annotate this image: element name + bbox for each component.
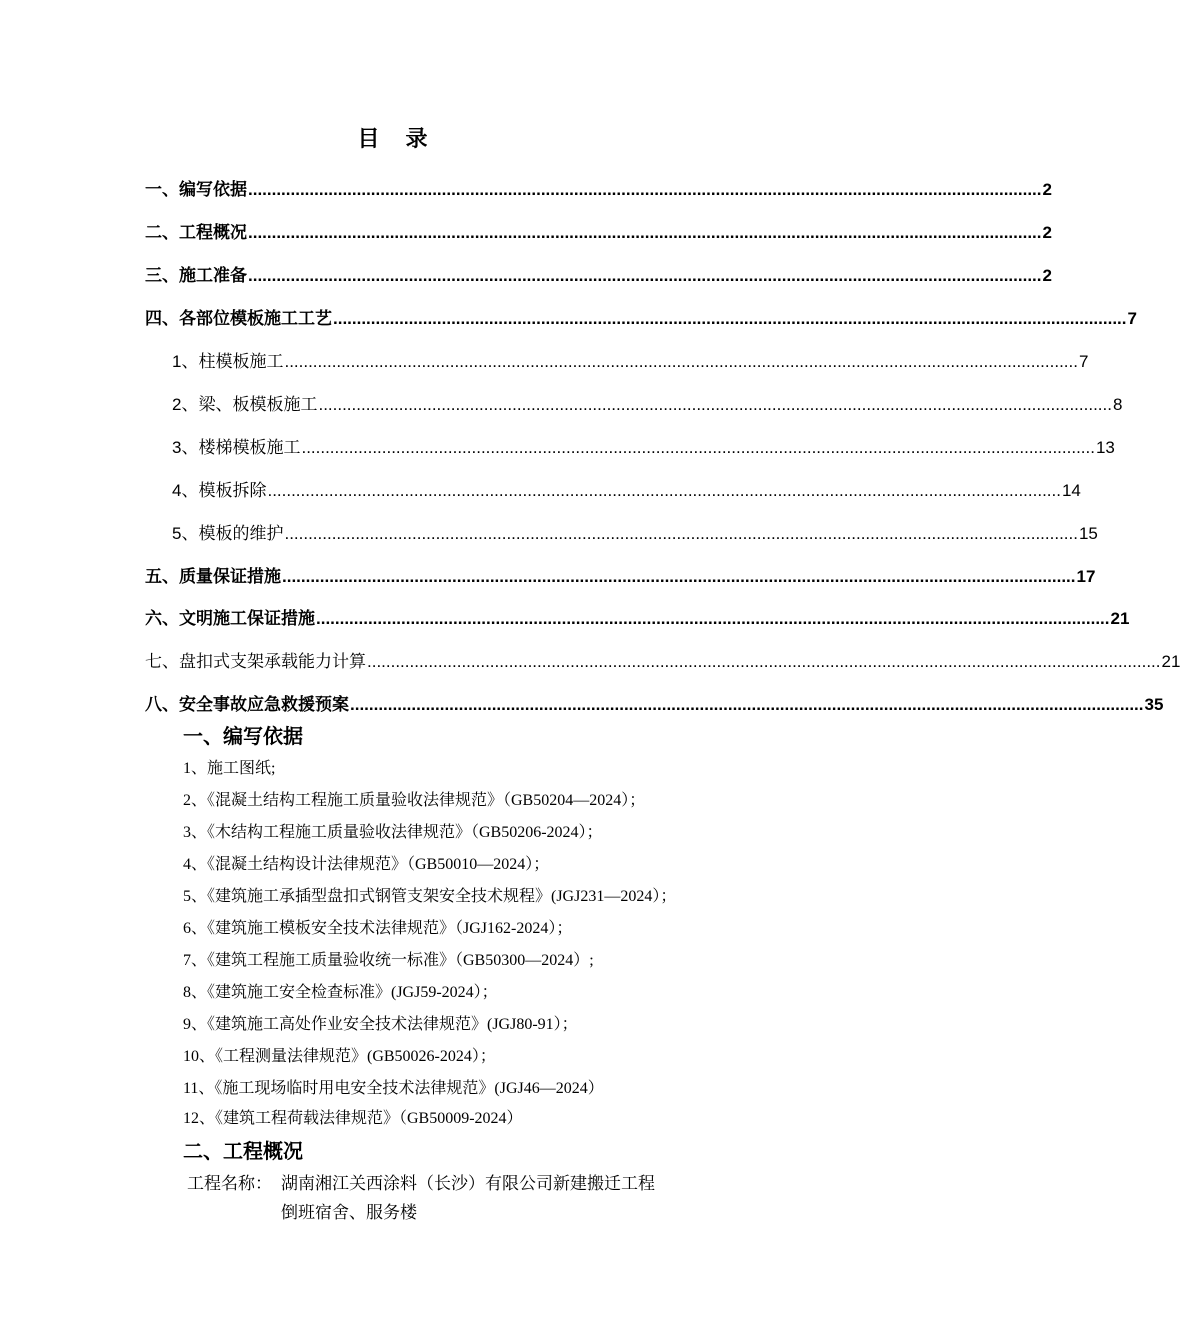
toc-entry[interactable] [172, 476, 1081, 501]
toc-entry-label: 一、编写依据 [145, 180, 247, 199]
toc-page: 21 [1110, 609, 1130, 628]
toc-leader: ........................................................................................................................................................................ [318, 395, 1112, 414]
toc-entry-label: 3、楼梯模板施工 [172, 438, 301, 457]
list-item: 2、《混凝土结构工程施工质量验收法律规范》（GB50204—2024）； [183, 792, 646, 809]
toc-entry-label: 五、质量保证措施 [145, 567, 281, 586]
toc-entry-label: 七、盘扣式支架承载能力计算 [145, 652, 366, 671]
toc-page: 2 [1042, 180, 1052, 199]
toc-leader: ........................................................................................................................................................................ [284, 524, 1078, 543]
list-item: 7、《建筑工程施工质量验收统一标准》（GB50300—2024）; [183, 952, 594, 969]
toc-page: 2 [1042, 223, 1052, 242]
toc-leader: ........................................................................................................................................................................ [282, 567, 1076, 586]
project-name-label: 工程名称： [187, 1174, 272, 1193]
toc-entry[interactable] [172, 347, 1089, 372]
toc-entry-label: 4、模板拆除 [172, 481, 267, 500]
toc-leader: ........................................................................................................................................................................ [333, 309, 1127, 328]
toc-entry-label: 六、文明施工保证措施 [145, 609, 315, 628]
toc-entry[interactable] [145, 647, 1180, 672]
list-item: 11、《施工现场临时用电安全技术法律规范》(JGJ46—2024） [183, 1080, 604, 1097]
toc-leader: ........................................................................................................................................................................ [248, 180, 1042, 199]
toc-leader: ........................................................................................................................................................................ [301, 438, 1095, 457]
toc-leader: ........................................................................................................................................................................ [284, 352, 1078, 371]
list-item: 5、《建筑施工承插型盘扣式钢管支架安全技术规程》(JGJ231—2024）； [183, 888, 677, 905]
toc-entry-label: 5、模板的维护 [172, 524, 284, 543]
toc-entry[interactable] [145, 218, 1052, 243]
toc-leader: ........................................................................................................................................................................ [248, 266, 1042, 285]
section-heading-basis: 一、编写依据 [183, 726, 303, 748]
toc-entry[interactable] [145, 175, 1052, 200]
list-item: 10、《工程测量法律规范》(GB50026-2024）； [183, 1048, 496, 1065]
list-item: 9、《建筑施工高处作业安全技术法律规范》(JGJ80-91）； [183, 1016, 578, 1033]
toc-page: 8 [1112, 395, 1123, 414]
toc-entry-label: 1、柱模板施工 [172, 352, 284, 371]
toc-entry[interactable] [172, 519, 1098, 544]
toc-page: 35 [1144, 695, 1164, 714]
toc-leader: ........................................................................................................................................................................ [248, 223, 1042, 242]
toc-page: 17 [1076, 567, 1096, 586]
toc-title: 目 录 [357, 126, 438, 151]
toc-leader: ........................................................................................................................................................................ [267, 481, 1061, 500]
toc-entry-label: 三、施工准备 [145, 266, 247, 285]
toc-leader: ........................................................................................................................................................................ [350, 695, 1144, 714]
toc-entry-label: 二、工程概况 [145, 223, 247, 242]
toc-leader: ........................................................................................................................................................................ [316, 609, 1110, 628]
toc-entry[interactable] [145, 261, 1052, 286]
toc-entry[interactable] [145, 562, 1096, 587]
toc-entry-label: 四、各部位模板施工工艺 [145, 309, 332, 328]
toc-entry[interactable] [172, 390, 1123, 415]
list-item: 1、施工图纸; [183, 760, 276, 777]
toc-page: 21 [1161, 652, 1180, 671]
list-item: 4、《混凝土结构设计法律规范》（GB50010—2024）； [183, 856, 550, 873]
toc-page: 2 [1042, 266, 1052, 285]
toc-entry[interactable] [172, 433, 1115, 458]
toc-page: 7 [1127, 309, 1137, 328]
toc-page: 14 [1061, 481, 1081, 500]
toc-page: 7 [1078, 352, 1089, 371]
toc-entry-label: 八、安全事故应急救援预案 [145, 695, 349, 714]
toc-entry[interactable] [145, 304, 1137, 329]
toc-entry[interactable] [145, 690, 1164, 715]
toc-entry[interactable] [145, 604, 1130, 629]
project-name-value: 湖南湘江关西涂料（长沙）有限公司新建搬迁工程 [281, 1174, 655, 1193]
list-item: 6、《建筑施工模板安全技术法律规范》（JGJ162-2024）； [183, 920, 573, 937]
toc-leader: ........................................................................................................................................................................ [367, 652, 1161, 671]
list-item: 3、《木结构工程施工质量验收法律规范》（GB50206-2024）； [183, 824, 603, 841]
list-item: 8、《建筑施工安全检查标准》(JGJ59-2024）； [183, 984, 498, 1001]
project-name-value-line2: 倒班宿舍、服务楼 [281, 1203, 417, 1222]
toc-page: 15 [1078, 524, 1098, 543]
list-item: 12、《建筑工程荷载法律规范》（GB50009-2024） [183, 1110, 523, 1127]
toc-entry-label: 2、梁、板模板施工 [172, 395, 318, 414]
toc-page: 13 [1095, 438, 1115, 457]
section-heading-overview: 二、工程概况 [183, 1141, 303, 1163]
